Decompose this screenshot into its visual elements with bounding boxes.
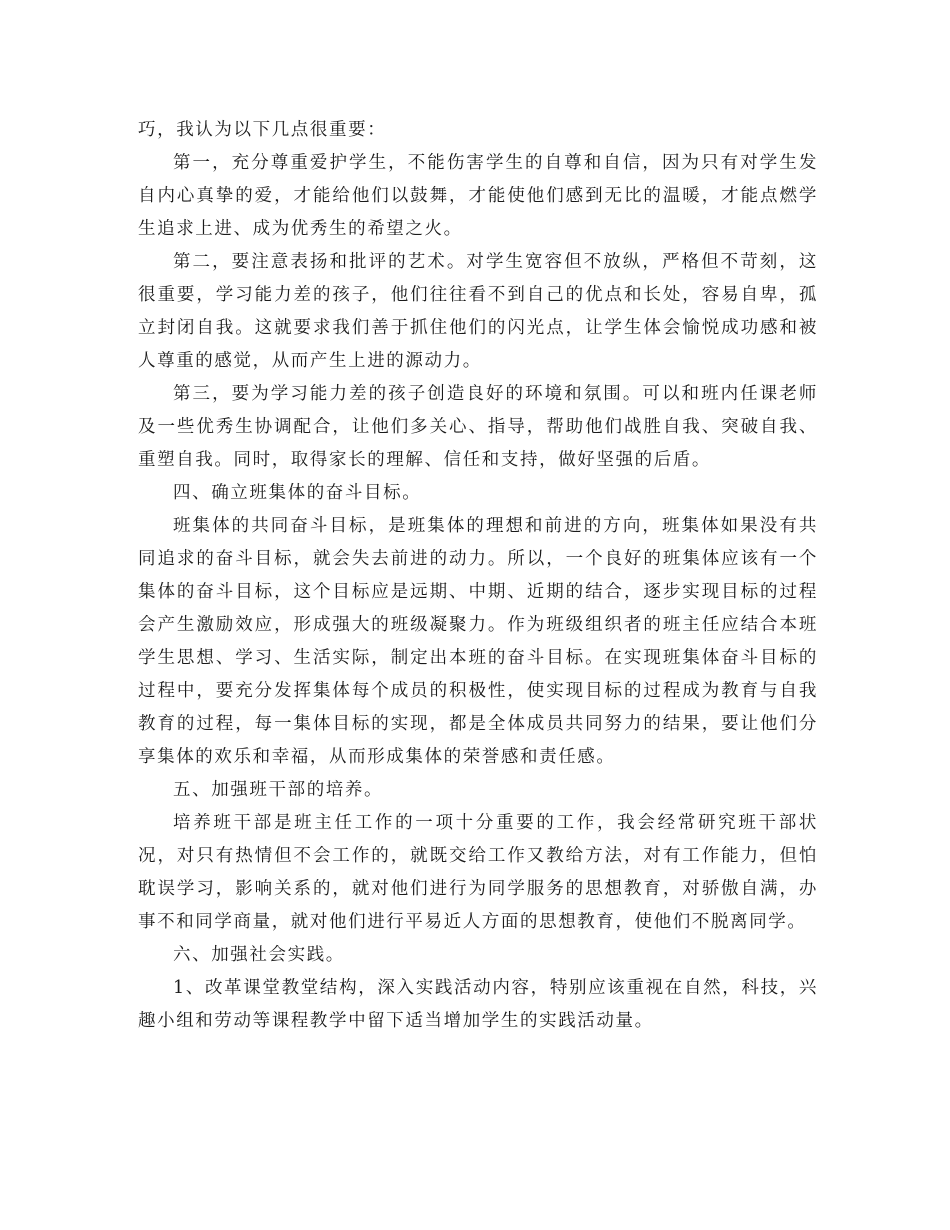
section-heading-six: 六、加强社会实践。 bbox=[173, 945, 345, 965]
paragraph-section-four: 班集体的共同奋斗目标，是班集体的理想和前进的方向，班集体如果没有共同追求的奋斗目标，就会失去前进的动力。所以，一个良好的班集体应该有一个集体的奋斗目标，这个目标应是远期、中期、近期的结合，逐步实现目标的过程会产生激励效应，形成强大的班级凝聚力。作为班级组织者的班主任应结合本班学生思想、学习、生活实际，制定出本班的奋斗目标。在实现班集体奋斗目标的过程中，要充分发挥集体每个成员的积极性，使实现目标的过程成为教育与自我教育的过程，每一集体目标的实现，都是全体成员共同努力的结果，要让他们分享集体的欢乐和幸福，从而形成集体的荣誉感和责任感。 bbox=[138, 516, 818, 767]
paragraph-point-one: 第一，充分尊重爱护学生，不能伤害学生的自尊和自信，因为只有对学生发自内心真挚的爱，才能给他们以鼓舞，才能使他们感到无比的温暖，才能点燃学生追求上进、成为优秀生的希望之火。 bbox=[138, 153, 818, 239]
paragraph-point-two: 第二，要注意表扬和批评的艺术。对学生宽容但不放纵，严格但不苛刻，这很重要，学习能力差的孩子，他们往往看不到自己的优点和长处，容易自卑，孤立封闭自我。这就要求我们善于抓住他们的闪光点，让学生体会愉悦成功感和被人尊重的感觉，从而产生上进的源动力。 bbox=[138, 252, 818, 371]
document-page bbox=[138, 114, 818, 1038]
paragraph-point-three: 第三，要为学习能力差的孩子创造良好的环境和氛围。可以和班内任课老师及一些优秀生协调配合，让他们多关心、指导，帮助他们战胜自我、突破自我、重塑自我。同时，取得家长的理解、信任和支持，做好坚强的后盾。 bbox=[138, 384, 818, 470]
paragraph-section-five: 培养班干部是班主任工作的一项十分重要的工作，我会经常研究班干部状况，对只有热情但不会工作的，就既交给工作又教给方法，对有工作能力，但怕耽误学习，影响关系的，就对他们进行为同学服务的思想教育，对骄傲自满，办事不和同学商量，就对他们进行平易近人方面的思想教育，使他们不脱离同学。 bbox=[138, 813, 818, 932]
section-heading-four: 四、确立班集体的奋斗目标。 bbox=[173, 483, 422, 503]
paragraph-section-six-item-one: 1、改革课堂教堂结构，深入实践活动内容，特别应该重视在自然，科技，兴趣小组和劳动等课程教学中留下适当增加学生的实践活动量。 bbox=[138, 978, 818, 1031]
paragraph-continuation: 巧，我认为以下几点很重要： bbox=[138, 120, 387, 140]
section-heading-five: 五、加强班干部的培养。 bbox=[173, 780, 384, 800]
